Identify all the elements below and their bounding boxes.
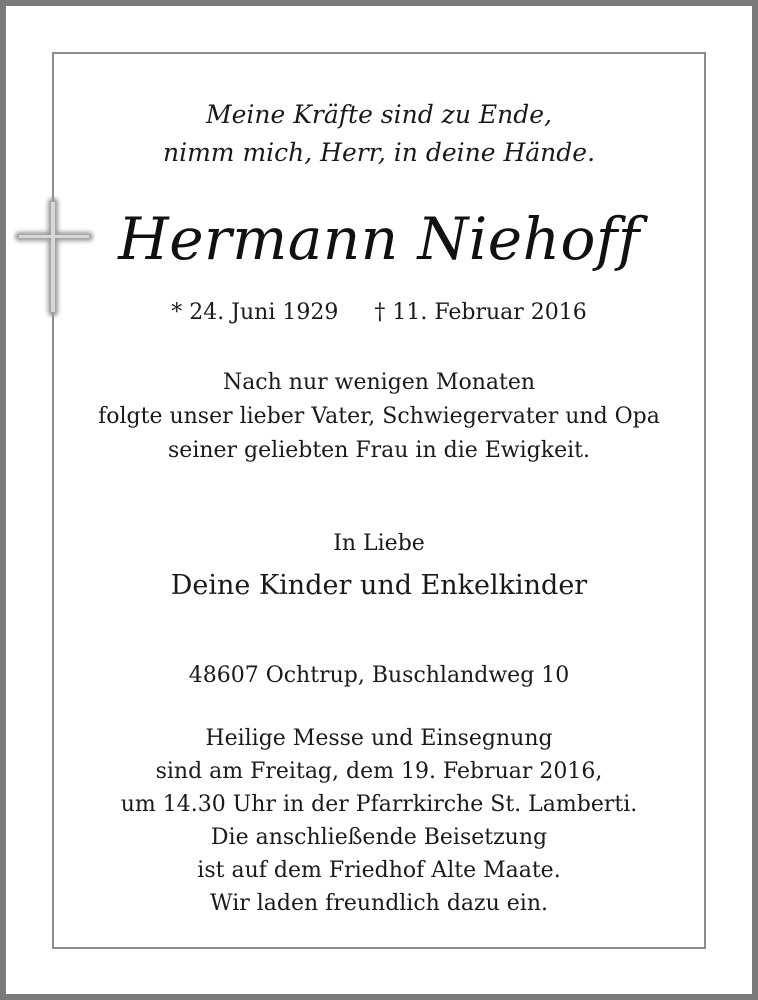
verse-line-2: nimm mich, Herr, in deine Hände. [162, 138, 596, 167]
deceased-name: Hermann Niehoff [118, 205, 640, 273]
message-line-3: seiner geliebten Frau in die Ewigkeit. [168, 438, 590, 463]
service-line-3: um 14.30 Uhr in der Pfarrkirche St. Lamberti. [120, 792, 638, 817]
message-line-1: Nach nur wenigen Monaten [222, 370, 536, 395]
service-line-6: Wir laden freundlich dazu ein. [209, 891, 548, 916]
birth-date: * 24. Juni 1929 [171, 300, 339, 325]
address: 48607 Ochtrup, Buschlandweg 10 [188, 663, 570, 688]
family-signature: Deine Kinder und Enkelkinder [170, 570, 588, 601]
service-line-4: Die anschließende Beisetzung [210, 825, 548, 850]
service-line-5: ist auf dem Friedhof Alte Maate. [197, 858, 561, 883]
life-dates [52, 300, 706, 325]
message-line-2: folgte unser lieber Vater, Schwiegervater und Opa [98, 404, 660, 429]
closing-text: In Liebe [333, 531, 425, 556]
service-line-2: sind am Freitag, dem 19. Februar 2016, [155, 759, 603, 784]
verse-line-1: Meine Kräfte sind zu Ende, [206, 100, 552, 129]
death-date: † 11. Februar 2016 [374, 300, 587, 325]
service-line-1: Heilige Messe und Einsegnung [205, 726, 553, 751]
